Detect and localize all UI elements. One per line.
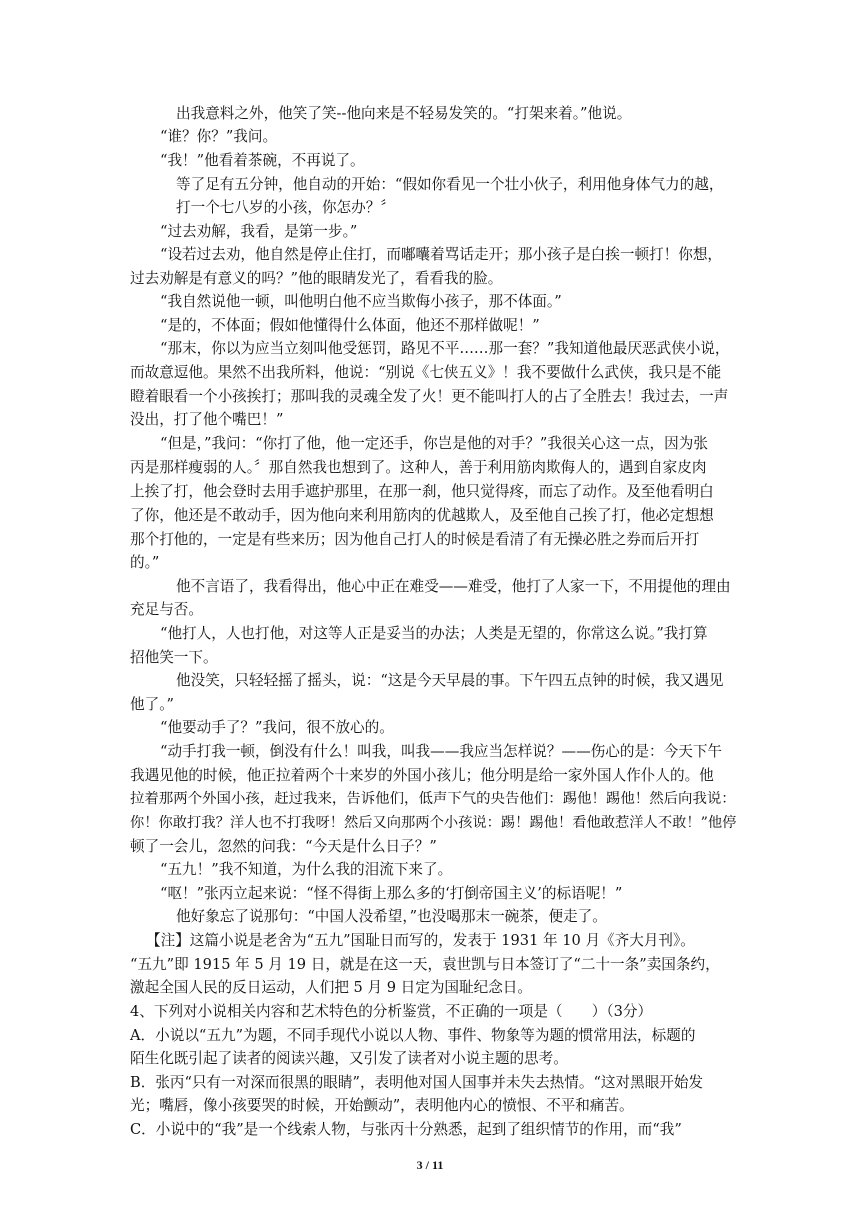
text-line: 的。” xyxy=(130,554,160,571)
text-line: “五九！”我不知道，为什么我的泪流下来了。 xyxy=(160,861,453,878)
text-line: 等了足有五分钟，他自动的开始：“假如你看见一个壮小伙子，利用他身体气力的越， xyxy=(176,176,724,193)
text-line: 丙是那样瘦弱的人。〞那自然我也想到了。这种人，善于利用筋肉欺侮人的，遇到自家皮肉 xyxy=(130,459,707,476)
text-line: 顿了一会儿，忽然的问我：“今天是什么日子？” xyxy=(130,838,437,855)
text-line: 充足与否。 xyxy=(130,601,203,618)
text-line: 过去劝解是有意义的吗？”他的眼睛发光了，看看我的脸。 xyxy=(130,270,503,287)
text-line: 出我意料之外，他笑了笑--他向来是不轻易发笑的。“打架来着。”他说。 xyxy=(176,105,632,122)
text-line: 招他笑一下。 xyxy=(130,649,218,666)
text-line: 4、下列对小说相关内容和艺术特色的分析鉴赏，不正确的一项是（ ）（3分） xyxy=(130,1003,653,1020)
page-number: 3 / 11 xyxy=(416,1158,444,1172)
text-line: 瞪着眼看一个小孩挨打；那叫我的灵魂全发了火！更不能叫打人的占了全胜去！我过去，一声 xyxy=(130,388,729,405)
text-line: 那个打他的，一定是有些来历；因为他自己打人的时候是看清了有无操必胜之券而后开打 xyxy=(130,531,700,548)
text-line: 而故意逗他。果然不出我所料，他说：“别说《七侠五义》！我不要做什么武侠，我只是不能 xyxy=(130,364,722,381)
text-line: B．张丙“只有一对深而很黑的眼睛”，表明他对国人国事并未失去热情。“这对黑眼开始发 xyxy=(130,1074,704,1091)
text-line: “谁？你？”我问。 xyxy=(160,128,278,145)
text-line: “设若过去劝，他自然是停止住打，而嘟囔着骂话走开；那小孩子是白挨一顿打！你想， xyxy=(160,246,723,263)
text-line: “是的，不体面；假如他懂得什么体面，他还不那样做呢！” xyxy=(160,317,540,334)
text-line: 他了。” xyxy=(130,696,174,713)
text-line: C．小说中的“我”是一个线索人物，与张丙十分熟悉，起到了组织情节的作用，而“我” xyxy=(130,1121,682,1138)
text-line: “我自然说他一顿，叫他明白他不应当欺侮小孩子，那不体面。” xyxy=(160,293,562,310)
text-line: 他不言语了，我看得出，他心中正在难受——难受，他打了人家一下，不用提他的理由 xyxy=(176,578,731,595)
text-line: “呕！”张丙立起来说：“怪不得街上那么多的‘打倒帝国主义’的标语呢！” xyxy=(160,885,623,902)
text-line: 拉着那两个外国小孩，赶过我来，告诉他们，低声下气的央告他们：踢他！踢他！然后向我说： xyxy=(130,791,736,807)
text-line: 他没笑，只轻轻摇了摇头，说：“这是今天早晨的事。下午四五点钟的时候，我又遇见 xyxy=(176,672,724,689)
text-line: 了你，他还是不敢动手，因为他向来利用筋肉的优越欺人，及至他自己挨了打，他必定想想 xyxy=(130,507,714,524)
text-line: “五九”即 1915 年 5 月 19 日，就是在这一天，袁世凯与日本签订了“二十一条”卖国条约， xyxy=(130,956,720,973)
text-line: “我！”他看着茶碗，不再说了。 xyxy=(160,152,365,169)
text-line: 上挨了打，他会登时去用手遮护那里，在那一刹，他只觉得疼，而忘了动作。及至他看明白 xyxy=(130,483,714,500)
text-line: 【注】这篇小说是老舍为“五九”国耻日而写的，发表于 1931 年 10 月《齐大月刊》。 xyxy=(146,932,695,949)
text-line: 你！你敢打我？洋人也不打我呀！然后又向那两个小孩说：踢！踢他！看他敢惹洋人不敢！”他停 xyxy=(130,815,737,831)
text-line: 激起全国人民的反日运动，人们把 5 月 9 日定为国耻纪念日。 xyxy=(130,979,532,996)
text-line: “但是，”我问：“你打了他，他一定还手，你岂是他的对手？”我很关心这一点，因为张 xyxy=(160,435,708,452)
text-line: “那末，你以为应当立刻叫他受惩罚，路见不平……那一套？”我知道他最厌恶武侠小说， xyxy=(160,340,730,357)
text-line: 陌生化既引起了读者的阅读兴趣，又引发了读者对小说主题的思考。 xyxy=(130,1050,568,1067)
text-line: 光；嘴唇，像小孩要哭的时候，开始颤动”，表明他内心的愤恨、不平和痛苦。 xyxy=(130,1097,634,1114)
text-line: “他打人，人也打他，对这等人正是妥当的办法；人类是无望的，你常这么说。”我打算 xyxy=(160,625,708,642)
text-line: 打一个七八岁的小孩，你怎办？〞 xyxy=(176,199,395,216)
text-line: “过去劝解，我看，是第一步。” xyxy=(160,223,358,240)
text-line: A．小说以“五九”为题，不同手现代小说以人物、事件、物象等为题的惯常用法，标题的 xyxy=(130,1027,696,1044)
text-line: “动手打我一顿，倒没有什么！叫我，叫我——我应当怎样说？——伤心的是：今天下午 xyxy=(160,743,723,760)
text-line: 没出，打了他个嘴巴！” xyxy=(130,411,284,428)
text-line: 我遇见他的时候，他正拉着两个十来岁的外国小孩儿；他分明是给一家外国人作仆人的。他 xyxy=(130,767,714,784)
text-line: 他好象忘了说那句：“中国人没希望，”也没喝那末一碗茶，便走了。 xyxy=(176,908,607,925)
text-line: “他要动手了？”我问，很不放心的。 xyxy=(160,719,394,736)
